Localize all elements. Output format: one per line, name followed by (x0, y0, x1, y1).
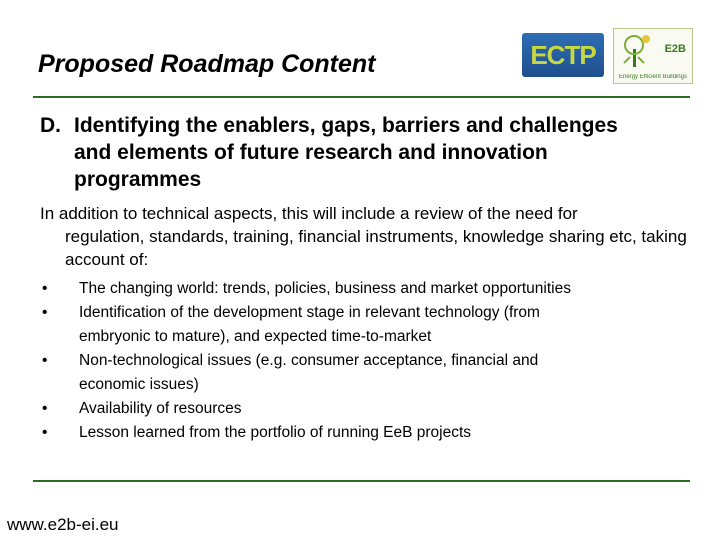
bullet-icon: • (42, 280, 48, 297)
section-heading-text: Identifying the enablers, gaps, barriers and challenges and elements of future research and innovation programmes (74, 114, 618, 191)
footer-divider (33, 480, 690, 482)
list-item (40, 397, 680, 421)
tree-icon (618, 33, 652, 69)
intro-paragraph (40, 202, 690, 271)
ectp-logo (522, 33, 604, 77)
ectp-logo-text: ECTP (530, 39, 596, 70)
footer-url: www.e2b-ei.eu (7, 515, 119, 534)
bullet-icon: • (42, 400, 48, 417)
bullet-text: Identification of the development stage in relevant technology (from (79, 304, 540, 321)
e2b-logo-mark: E2B (664, 43, 686, 55)
intro-continuation: regulation, standards, training, financial instruments, knowledge sharing etc, taking account of: (65, 227, 687, 269)
list-item (40, 277, 680, 301)
bullet-text: Lesson learned from the portfolio of running EeB projects (79, 424, 472, 441)
intro-first-line: In addition to technical aspects, this will include a review of the need for (40, 204, 578, 223)
bullet-text-continuation: embryonic to mature), and expected time-to-market (79, 328, 432, 345)
bullet-icon: • (42, 424, 48, 441)
bullet-text: Non-technological issues (e.g. consumer acceptance, financial and (79, 352, 539, 369)
e2b-logo-tagline: Energy Efficient Buildings (619, 74, 687, 80)
title-divider (33, 96, 690, 98)
list-item (40, 421, 680, 445)
section-letter: D. (40, 114, 61, 137)
section-heading (40, 112, 660, 193)
e2b-logo (613, 28, 693, 84)
slide-title: Proposed Roadmap Content (38, 50, 376, 78)
list-item (40, 349, 680, 397)
bullet-icon: • (42, 304, 48, 321)
bullet-list (40, 277, 680, 445)
bullet-text: The changing world: trends, policies, business and market opportunities (79, 280, 571, 297)
bullet-text-continuation: economic issues) (79, 376, 199, 393)
bullet-icon: • (42, 352, 48, 369)
list-item (40, 301, 680, 349)
bullet-text: Availability of resources (79, 400, 242, 417)
